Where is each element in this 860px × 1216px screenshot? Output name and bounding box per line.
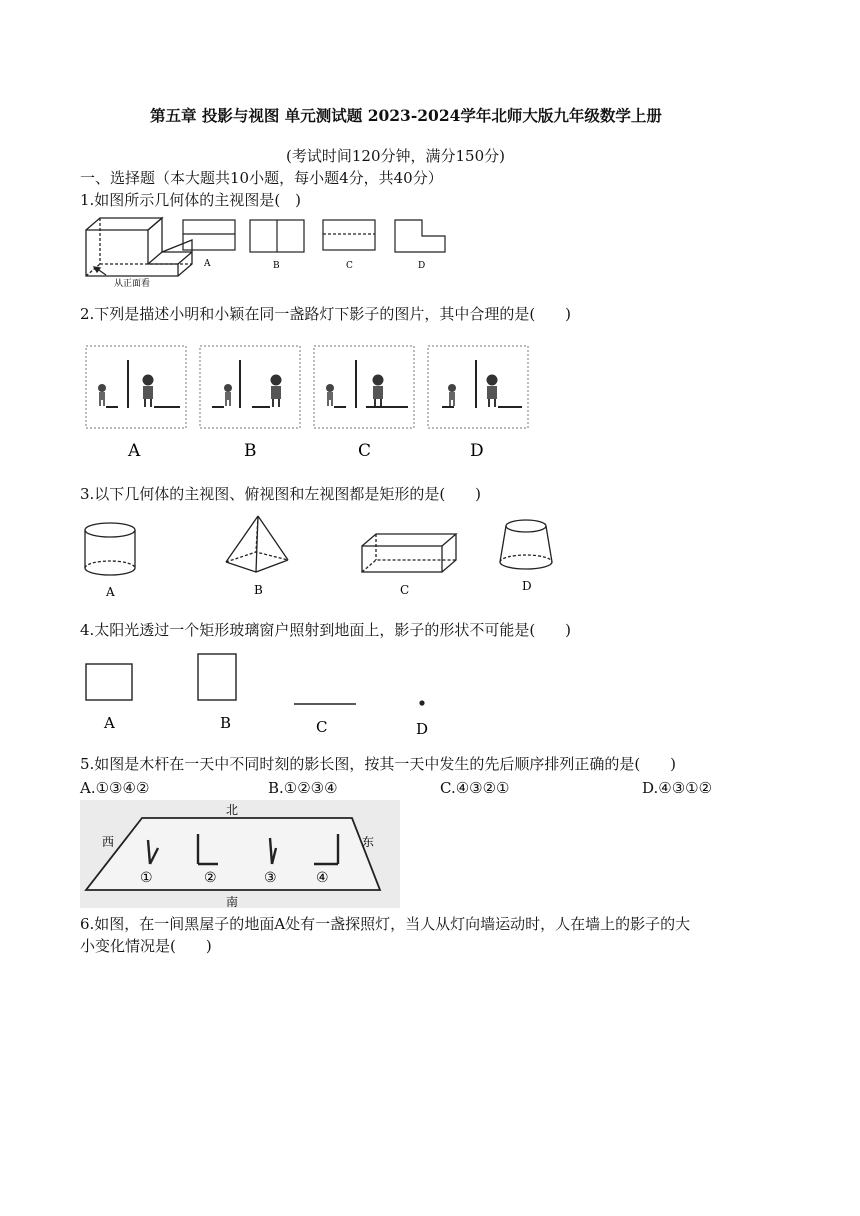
option-d-label: D [470,441,484,461]
option-d-shape [395,220,445,252]
square-shadow [198,654,236,700]
option-a-label: A [104,714,115,732]
question-1-text: 1.如图所示几何体的主视图是( ) [80,191,302,209]
question-1-figure [80,212,460,292]
option-b-shape [250,220,304,252]
question-3-figure [80,512,560,602]
choice-b: B.①②③④ [268,779,338,797]
choice-c: C.④③②① [440,779,510,797]
page-title: 第五章 投影与视图 单元测试题 2023-2024学年北师大版九年级数学上册 [150,106,662,125]
option-b-label: B [254,583,263,597]
question-6-text-line2: 小变化情况是( ) [80,937,212,955]
section-heading: 一、选择题（本大题共10小题，每小题4分，共40分） [80,169,443,187]
exam-info: (考试时间120分钟，满分150分) [286,147,505,165]
south-label: 南 [226,895,239,908]
question-6-text-line1: 6.如图，在一间黑屋子的地面A处有一盏探照灯，当人从灯向墙运动时，人在墙上的影子的大 [80,915,691,933]
option-d-label: D [418,261,426,271]
mark-1: ① [140,870,153,886]
option-c-shape [323,220,375,250]
pyramid-shape [226,516,288,572]
option-c-label: C [358,441,372,461]
option-d-label: D [522,579,532,593]
rectangle-shadow [86,664,132,700]
option-d-label: D [416,720,429,738]
option-c-label: C [400,583,410,597]
mark-2: ② [204,870,217,886]
cylinder-shape [85,523,135,575]
option-d-panel [428,346,528,428]
option-c-label: C [316,718,328,736]
view-direction-caption: 从正面看 [114,279,151,289]
east-label: 东 [362,835,375,849]
question-3-text: 3.以下几何体的主视图、俯视图和左视图都是矩形的是( ) [80,485,482,503]
option-a-label: A [128,441,141,461]
question-2-text: 2.下列是描述小明和小颖在同一盏路灯下影子的图片，其中合理的是( ) [80,305,572,323]
choice-a: A.①③④② [80,779,150,797]
option-a-shape [183,220,235,250]
l-shaped-solid [86,218,192,276]
option-b-label: B [273,261,280,271]
point-shadow [419,700,424,705]
question-2-figure [80,340,540,466]
option-b-label: B [220,714,232,732]
north-label: 北 [226,803,239,817]
option-b-panel [200,346,300,428]
option-a-label: A [106,585,115,599]
option-a-label: A [204,259,211,269]
mark-3: ③ [264,870,277,886]
option-c-label: C [346,261,353,271]
frustum-shape [500,520,552,569]
west-label: 西 [102,835,115,849]
mark-4: ④ [316,870,329,886]
option-b-label: B [244,441,257,461]
question-5-figure [80,800,400,908]
question-4-figure [80,648,460,740]
question-4-text: 4.太阳光透过一个矩形玻璃窗户照射到地面上，影子的形状不可能是( ) [80,621,572,639]
choice-d: D.④③①② [642,779,713,797]
question-5-text: 5.如图是木杆在一天中不同时刻的影长图，按其一天中发生的先后顺序排列正确的是( ) [80,755,677,773]
option-a-panel [86,346,186,428]
option-c-panel [314,346,414,428]
cuboid-shape [362,534,456,572]
